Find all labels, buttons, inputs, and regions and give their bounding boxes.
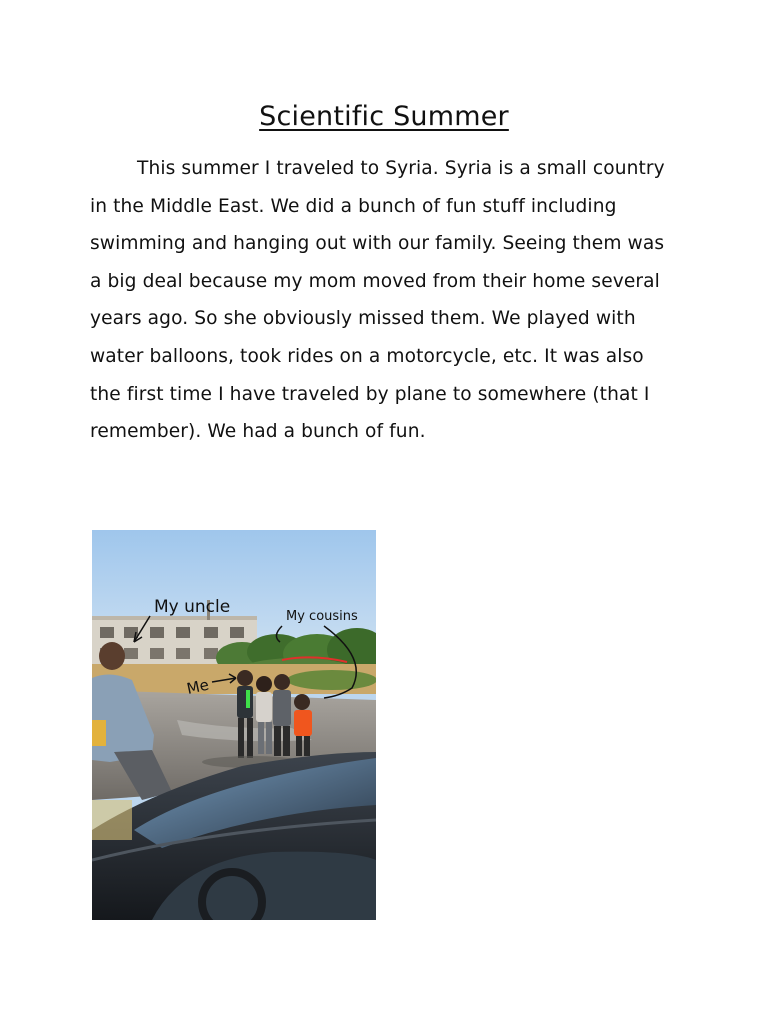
page-title: Scientific Summer [259,101,509,132]
annotation-my-cousins: My cousins [286,609,358,624]
essay-paragraph: This summer I traveled to Syria. Syria is a small country in the Middle East. We did a bunch of fun stuff including swimming and hanging out with our family. Seeing them was a big deal because my mom moved from their home several years ago. So she obviously missed them. We played with water balloons, took rides on a motorcycle, etc. It was also the first time I have traveled by plane to somewhere (that I remember). We had a bunch of fun. [90,158,665,443]
annotated-photo [92,530,376,920]
photo-illustration [92,530,376,920]
annotation-my-uncle: My uncle [154,597,231,617]
annotation-me: Me [185,675,211,698]
